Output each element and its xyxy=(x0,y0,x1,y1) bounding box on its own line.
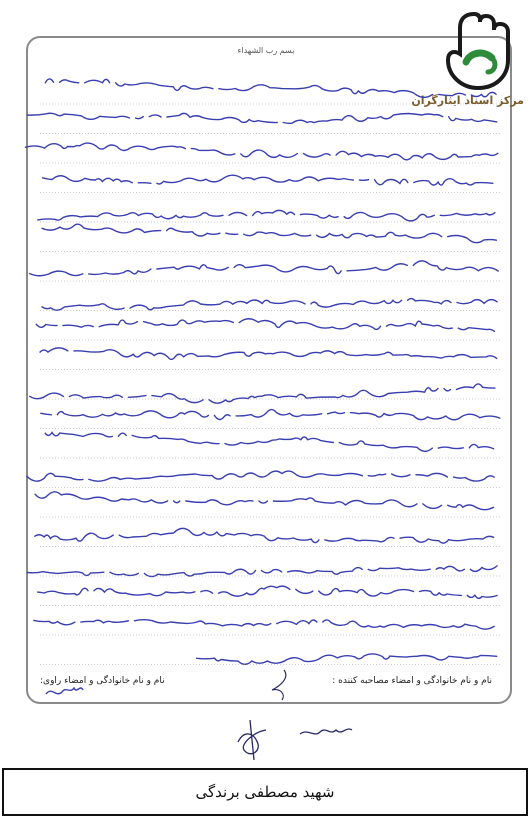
handwriting-line xyxy=(27,566,497,577)
handwriting-line xyxy=(197,654,497,664)
narrator-name-handwriting xyxy=(46,688,83,694)
handwriting-line xyxy=(35,492,494,510)
handwriting-line xyxy=(34,348,497,359)
handwriting-line xyxy=(36,319,494,332)
logo-caption: مرکز اسناد ایثارگران xyxy=(411,94,524,107)
handwriting-line xyxy=(27,471,494,481)
document-header: بسم رب الشهداء xyxy=(237,46,295,55)
handwriting-line xyxy=(25,143,497,160)
handwriting-line xyxy=(39,79,496,97)
handwriting-line xyxy=(35,410,500,420)
narrator-label: نام و نام خانوادگی و امضاء راوی: xyxy=(40,676,165,686)
handwriting-line xyxy=(42,224,496,243)
interviewer-label: نام و نام خانوادگی و امضاء مصاحبه کننده : xyxy=(332,676,492,686)
caption-box xyxy=(2,768,528,816)
form-footer-labels xyxy=(40,676,492,686)
signature-handwriting xyxy=(238,720,266,760)
handwriting-line xyxy=(37,175,493,185)
signature-name-handwriting xyxy=(300,729,352,734)
handwriting-line xyxy=(38,210,495,220)
handwriting-line xyxy=(30,384,495,403)
handwriting-line xyxy=(30,261,499,276)
handwriting-line xyxy=(39,433,493,452)
handwriting-line xyxy=(34,620,494,629)
handwriting-line xyxy=(38,586,497,598)
handwriting-line xyxy=(35,528,494,543)
handwriting-line xyxy=(36,299,497,311)
handwriting-line xyxy=(27,113,496,123)
caption-text: شهید مصطفی برندگی xyxy=(195,783,335,801)
